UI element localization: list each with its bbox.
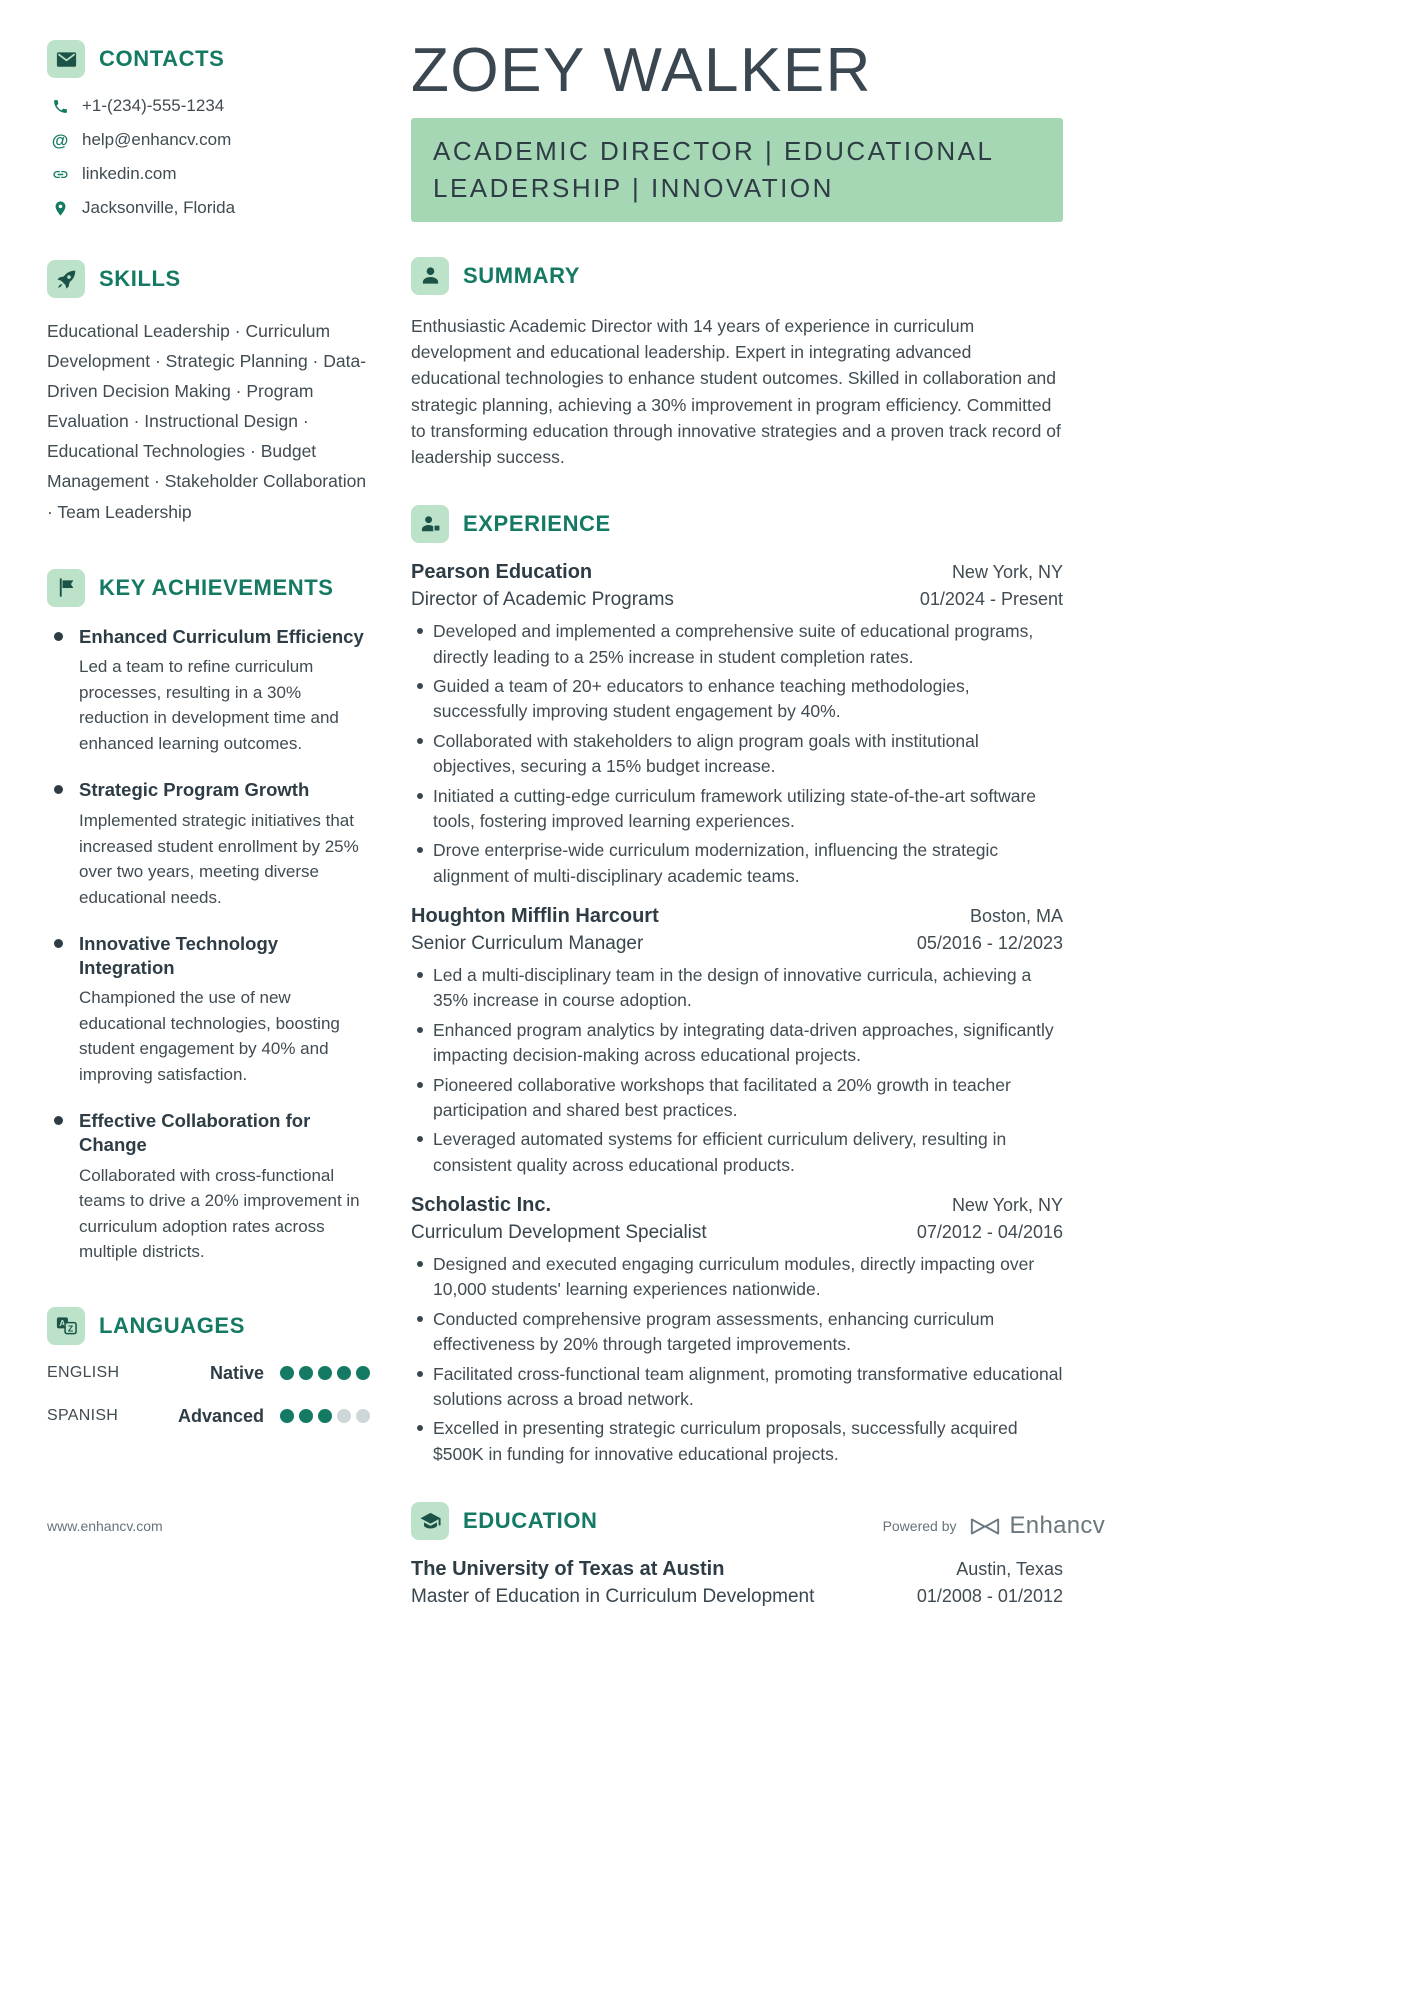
language-name: SPANISH	[47, 1407, 119, 1425]
job-bullet-list	[411, 619, 1063, 889]
language-level-dot	[299, 1409, 313, 1423]
languages-header	[47, 1307, 370, 1345]
job-bullet-text: Led a multi-disciplinary team in the design of innovative curricula, achieving a 35% increase in course adoption.	[433, 965, 1032, 1011]
job-bullet-text: Developed and implemented a comprehensive suite of educational programs, directly leading to a 25% increase in student completion rates.	[433, 621, 1034, 667]
experience-entry	[411, 905, 1063, 1178]
language-level-dot	[318, 1409, 332, 1423]
enhancv-brand[interactable]	[969, 1512, 1106, 1540]
language-level-dot	[356, 1409, 370, 1423]
language-level-dot	[318, 1366, 332, 1380]
flag-icon	[47, 569, 85, 607]
education-entry-subheader	[411, 1586, 1063, 1608]
language-level-dots	[280, 1409, 370, 1423]
language-row-spanish	[47, 1406, 370, 1427]
school-name: The University of Texas at Austin	[411, 1558, 725, 1581]
summary-header	[411, 257, 1063, 295]
contact-phone[interactable]	[51, 96, 370, 116]
job-bullet	[411, 729, 1063, 780]
contact-phone-text: +1-(234)-555-1234	[82, 96, 225, 115]
achievement-item	[47, 778, 370, 910]
job-location: New York, NY	[951, 1195, 1063, 1216]
summary-title: SUMMARY	[463, 262, 581, 288]
job-dates: 07/2012 - 04/2016	[916, 1222, 1063, 1243]
contacts-list	[47, 96, 370, 218]
languages-section	[47, 1307, 370, 1427]
job-bullet	[411, 674, 1063, 725]
at-icon: @	[51, 130, 69, 150]
achievements-title: KEY ACHIEVEMENTS	[99, 574, 334, 600]
skills-list: Educational Leadership · Curriculum Development · Strategic Planning · Data-Driven Decision Making · Program Evaluation · Instructional Design · Educational Technologies · Budget Management · Stakeholder Collaboration · Team Leadership	[47, 321, 367, 522]
language-name: ENGLISH	[47, 1364, 120, 1382]
language-level-dot	[299, 1366, 313, 1380]
job-bullet	[411, 1362, 1063, 1413]
job-bullet-text: Leveraged automated systems for efficient curriculum delivery, resulting in consistent quality across educational products.	[433, 1129, 1007, 1175]
person-badge-icon	[411, 505, 449, 543]
contact-email[interactable]	[51, 130, 370, 150]
language-level-dots	[280, 1366, 370, 1380]
job-bullet-text: Facilitated cross-functional team alignment, promoting transformative educational solutions across a broad network.	[433, 1363, 1063, 1409]
achievements-section	[47, 569, 370, 1265]
company-name: Scholastic Inc.	[411, 1194, 552, 1217]
job-bullet-text: Conducted comprehensive program assessments, enhancing curriculum effectiveness by 20% through targeted improvements.	[433, 1308, 995, 1355]
job-position: Senior Curriculum Manager	[411, 933, 644, 955]
experience-section	[411, 505, 1063, 1467]
language-level: Advanced	[177, 1405, 264, 1426]
envelope-icon	[47, 40, 85, 78]
contact-email-text: help@enhancv.com	[82, 130, 232, 149]
job-bullet-text: Collaborated with stakeholders to align program goals with institutional objectives, securing a 15% budget increase.	[433, 730, 979, 777]
achievement-item	[47, 1109, 370, 1264]
language-level-dot	[337, 1366, 351, 1380]
job-bullet-text: Pioneered collaborative workshops that facilitated a 20% growth in teacher participation and shared best practices.	[433, 1074, 1011, 1120]
education-list	[411, 1558, 1063, 1608]
enhancv-brand-name: Enhancv	[1009, 1512, 1105, 1539]
skills-header	[47, 260, 370, 298]
job-location: Boston, MA	[969, 906, 1063, 927]
experience-entry	[411, 1194, 1063, 1467]
job-bullet-list	[411, 1252, 1063, 1467]
job-bullet	[411, 838, 1063, 889]
achievement-title: Effective Collaboration for Change	[79, 1110, 311, 1156]
experience-entry-subheader	[411, 1222, 1063, 1244]
contacts-section	[47, 40, 370, 218]
job-position: Director of Academic Programs	[411, 589, 674, 611]
language-level-dot	[280, 1409, 294, 1423]
job-dates: 01/2024 - Present	[919, 589, 1063, 610]
achievement-title: Strategic Program Growth	[79, 779, 310, 801]
powered-by-label: Powered by	[882, 1518, 957, 1534]
location-pin-icon	[51, 199, 69, 217]
achievement-description: Led a team to refine curriculum processes, resulting in a 30% reduction in development time and enhanced learning outcomes.	[79, 657, 339, 753]
achievements-list	[47, 625, 370, 1265]
powered-by	[883, 1512, 1105, 1540]
language-level-dot	[337, 1409, 351, 1423]
company-name: Houghton Mifflin Harcourt	[411, 905, 659, 928]
experience-header	[411, 505, 1063, 543]
experience-entry-header	[411, 905, 1063, 928]
contact-link-text: linkedin.com	[82, 164, 177, 183]
experience-entry-subheader	[411, 589, 1063, 611]
achievement-title: Enhanced Curriculum Efficiency	[79, 625, 364, 647]
achievements-header	[47, 569, 370, 607]
experience-entry-subheader	[411, 933, 1063, 955]
experience-entry-header	[411, 561, 1063, 584]
summary-text: Enthusiastic Academic Director with 14 years of experience in curriculum development and educational leadership. Expert in integrating advanced educational technologies to enhance student outcomes. Skilled in collaboration and strategic planning, achieving a 30% improvement in program efficiency. Committed to transforming education through innovative strategies and a proven track record of leadership success.	[411, 315, 1061, 468]
job-bullet	[411, 963, 1063, 1014]
job-bullet-text: Designed and executed engaging curriculum modules, directly impacting over 10,000 students' learning experiences nationwide.	[433, 1254, 1035, 1300]
language-row-english	[47, 1363, 370, 1384]
company-name: Pearson Education	[411, 561, 593, 584]
contacts-title: CONTACTS	[99, 46, 225, 71]
education-entry	[411, 1558, 1063, 1608]
school-location: Austin, Texas	[956, 1559, 1063, 1580]
link-icon	[51, 165, 69, 183]
skills-title: SKILLS	[99, 266, 181, 291]
svg-text:A: A	[58, 1318, 65, 1329]
enhancv-logo-icon	[969, 1515, 1001, 1538]
contact-location	[51, 198, 370, 218]
rocket-icon	[47, 260, 85, 298]
job-bullet-text: Excelled in presenting strategic curriculum proposals, successfully acquired $500K in funding for innovative educational projects.	[433, 1418, 1018, 1464]
page-footer	[47, 1512, 1105, 1540]
job-bullet-list	[411, 963, 1063, 1178]
experience-entry	[411, 561, 1063, 889]
language-level: Native	[209, 1362, 264, 1383]
main-column	[411, 36, 1063, 1624]
job-bullet-text: Initiated a cutting-edge curriculum framework utilizing state-of-the-art software tools, fostering improved learning experiences.	[433, 785, 1037, 831]
experience-title: EXPERIENCE	[463, 511, 611, 537]
job-bullet	[411, 1073, 1063, 1124]
translate-az-icon	[47, 1307, 85, 1345]
job-bullet	[411, 1252, 1063, 1303]
sidebar	[47, 40, 370, 1624]
job-bullet-text: Drove enterprise-wide curriculum modernization, influencing the strategic alignment of multi-disciplinary academic teams.	[433, 840, 999, 886]
education-entry-header	[411, 1558, 1063, 1581]
job-bullet	[411, 1018, 1063, 1069]
enhancv-website-link[interactable]: www.enhancv.com	[47, 1518, 163, 1534]
job-bullet	[411, 1416, 1063, 1467]
job-bullet-text: Enhanced program analytics by integrating data-driven approaches, significantly impacting decision-making across educational projects.	[433, 1019, 1054, 1066]
job-bullet	[411, 784, 1063, 835]
achievement-description: Collaborated with cross-functional teams to drive a 20% improvement in curriculum adoption rates across multiple districts.	[79, 1165, 360, 1262]
contact-location-text: Jacksonville, Florida	[82, 198, 236, 217]
phone-icon	[51, 97, 69, 115]
language-level-dot	[280, 1366, 294, 1380]
person-icon	[411, 257, 449, 295]
experience-entry-header	[411, 1194, 1063, 1217]
education-dates: 01/2008 - 01/2012	[916, 1586, 1063, 1607]
job-position: Curriculum Development Specialist	[411, 1222, 707, 1244]
job-bullet	[411, 619, 1063, 670]
languages-title: LANGUAGES	[99, 1312, 245, 1338]
achievement-description: Implemented strategic initiatives that increased student enrollment by 25% over two years, meeting diverse educational needs.	[79, 811, 359, 907]
job-bullet-text: Guided a team of 20+ educators to enhance teaching methodologies, successfully improving student engagement by 40%.	[433, 676, 970, 722]
achievement-item	[47, 625, 370, 757]
contact-link[interactable]	[51, 164, 370, 184]
svg-text:Z: Z	[67, 1323, 73, 1334]
experience-list	[411, 561, 1063, 1467]
skills-section	[47, 260, 370, 527]
achievement-item	[47, 932, 370, 1087]
achievement-title: Innovative Technology Integration	[79, 933, 279, 978]
job-title-banner: ACADEMIC DIRECTOR | EDUCATIONAL LEADERSHIP | INNOVATION	[411, 118, 1063, 222]
person-name: ZOEY WALKER	[411, 36, 872, 105]
job-bullet	[411, 1307, 1063, 1358]
education-title: EDUCATION	[463, 1508, 598, 1534]
job-dates: 05/2016 - 12/2023	[916, 933, 1063, 954]
page-layout	[47, 36, 1063, 1624]
job-bullet	[411, 1127, 1063, 1178]
contacts-header	[47, 40, 370, 78]
summary-section	[411, 257, 1063, 471]
language-level-dot	[356, 1366, 370, 1380]
achievement-description: Championed the use of new educational technologies, boosting student engagement by 40% and improving satisfaction.	[79, 988, 340, 1084]
degree-name: Master of Education in Curriculum Development	[411, 1586, 815, 1608]
job-location: New York, NY	[951, 562, 1063, 583]
